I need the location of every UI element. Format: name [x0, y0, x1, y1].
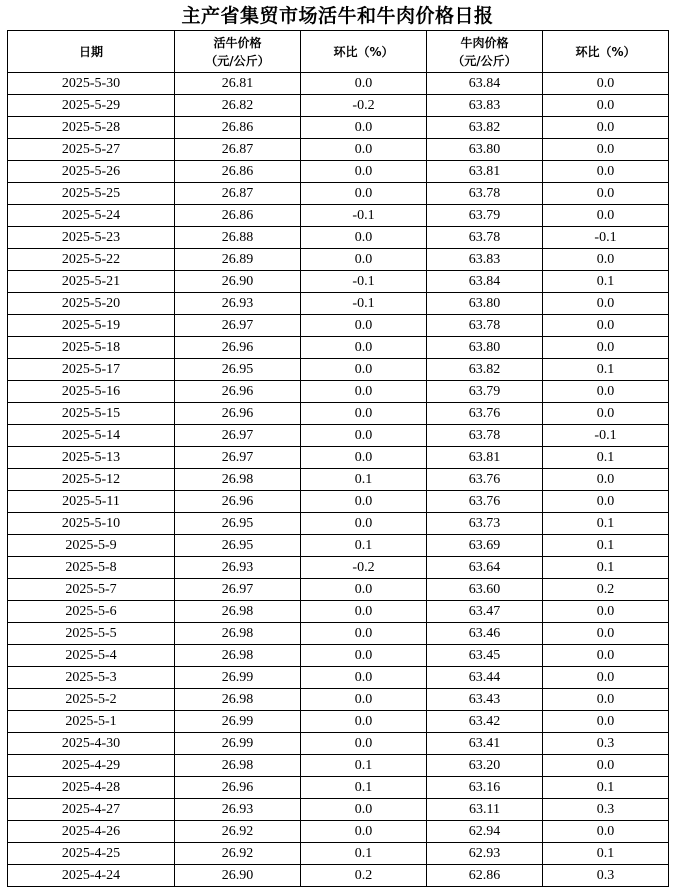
beef-change-cell: 0.0 [543, 117, 669, 139]
table-row [8, 271, 669, 293]
table-row [8, 579, 669, 601]
beef-price-cell: 63.64 [427, 557, 543, 579]
date-cell: 2025-5-15 [8, 403, 175, 425]
cattle-change-cell: 0.0 [301, 337, 427, 359]
cattle-price-cell: 26.97 [175, 315, 301, 337]
beef-price-cell: 63.73 [427, 513, 543, 535]
cattle-change-cell: 0.0 [301, 689, 427, 711]
cattle-price-cell: 26.97 [175, 447, 301, 469]
table-row [8, 799, 669, 821]
table-row [8, 623, 669, 645]
cattle-price-cell: 26.98 [175, 689, 301, 711]
beef-price-cell: 62.93 [427, 843, 543, 865]
table-row [8, 249, 669, 271]
cattle-change-cell: 0.0 [301, 733, 427, 755]
beef-change-cell: 0.0 [543, 711, 669, 733]
table-row [8, 513, 669, 535]
cattle-change-cell: 0.0 [301, 227, 427, 249]
beef-change-cell: 0.0 [543, 755, 669, 777]
cattle-price-cell: 26.97 [175, 579, 301, 601]
cattle-price-cell: 26.89 [175, 249, 301, 271]
cattle-change-cell: 0.2 [301, 865, 427, 887]
table-row [8, 315, 669, 337]
beef-change-cell: 0.0 [543, 183, 669, 205]
beef-change-cell: 0.1 [543, 359, 669, 381]
cattle-change-cell: 0.0 [301, 73, 427, 95]
beef-change-cell: 0.0 [543, 469, 669, 491]
date-cell: 2025-5-30 [8, 73, 175, 95]
cattle-change-cell: 0.0 [301, 601, 427, 623]
table-row [8, 843, 669, 865]
beef-change-cell: 0.0 [543, 381, 669, 403]
cattle-price-cell: 26.87 [175, 139, 301, 161]
cattle-change-cell: 0.0 [301, 799, 427, 821]
table-row [8, 205, 669, 227]
beef-price-cell: 62.94 [427, 821, 543, 843]
beef-change-cell: 0.0 [543, 95, 669, 117]
beef-change-cell: 0.1 [543, 513, 669, 535]
cattle-price-cell: 26.81 [175, 73, 301, 95]
cattle-change-cell: -0.1 [301, 293, 427, 315]
table-row [8, 403, 669, 425]
cattle-change-cell: 0.0 [301, 645, 427, 667]
beef-change-cell: 0.3 [543, 799, 669, 821]
date-cell: 2025-5-19 [8, 315, 175, 337]
table-row [8, 645, 669, 667]
date-cell: 2025-4-24 [8, 865, 175, 887]
date-cell: 2025-4-26 [8, 821, 175, 843]
beef-price-cell: 63.16 [427, 777, 543, 799]
table-row [8, 821, 669, 843]
date-cell: 2025-5-5 [8, 623, 175, 645]
beef-change-cell: 0.0 [543, 293, 669, 315]
header-cattle-change-label: 环比（%） [333, 44, 394, 59]
cattle-change-cell: -0.2 [301, 557, 427, 579]
beef-change-cell: 0.0 [543, 821, 669, 843]
date-cell: 2025-5-20 [8, 293, 175, 315]
date-cell: 2025-5-21 [8, 271, 175, 293]
beef-price-cell: 63.78 [427, 315, 543, 337]
cattle-change-cell: 0.0 [301, 667, 427, 689]
table-row [8, 359, 669, 381]
beef-change-cell: 0.3 [543, 865, 669, 887]
cattle-change-cell: -0.1 [301, 271, 427, 293]
cattle-price-cell: 26.92 [175, 821, 301, 843]
table-row [8, 139, 669, 161]
beef-price-cell: 63.42 [427, 711, 543, 733]
beef-price-cell: 63.79 [427, 205, 543, 227]
date-cell: 2025-5-17 [8, 359, 175, 381]
beef-price-cell: 63.81 [427, 161, 543, 183]
table-row [8, 535, 669, 557]
beef-change-cell: 0.0 [543, 205, 669, 227]
beef-price-cell: 63.76 [427, 491, 543, 513]
cattle-price-cell: 26.96 [175, 777, 301, 799]
date-cell: 2025-5-4 [8, 645, 175, 667]
beef-change-cell: 0.0 [543, 73, 669, 95]
table-row [8, 711, 669, 733]
cattle-price-cell: 26.86 [175, 161, 301, 183]
beef-change-cell: 0.0 [543, 601, 669, 623]
beef-price-cell: 63.78 [427, 227, 543, 249]
beef-change-cell: 0.0 [543, 491, 669, 513]
table-row [8, 777, 669, 799]
date-cell: 2025-5-11 [8, 491, 175, 513]
table-row [8, 557, 669, 579]
date-cell: 2025-5-3 [8, 667, 175, 689]
beef-price-cell: 63.76 [427, 403, 543, 425]
header-beef-change [543, 31, 669, 73]
beef-price-cell: 63.41 [427, 733, 543, 755]
beef-price-cell: 63.82 [427, 359, 543, 381]
date-cell: 2025-5-7 [8, 579, 175, 601]
cattle-change-cell: 0.0 [301, 447, 427, 469]
date-cell: 2025-4-30 [8, 733, 175, 755]
table-row [8, 337, 669, 359]
beef-price-cell: 63.44 [427, 667, 543, 689]
table-row [8, 733, 669, 755]
cattle-price-cell: 26.86 [175, 117, 301, 139]
beef-change-cell: -0.1 [543, 425, 669, 447]
beef-price-cell: 63.43 [427, 689, 543, 711]
beef-change-cell: 0.0 [543, 139, 669, 161]
cattle-price-cell: 26.98 [175, 755, 301, 777]
date-cell: 2025-5-12 [8, 469, 175, 491]
cattle-change-cell: 0.0 [301, 117, 427, 139]
header-cattle-price-unit: （元/公斤） [205, 53, 270, 68]
cattle-change-cell: 0.0 [301, 513, 427, 535]
cattle-price-cell: 26.92 [175, 843, 301, 865]
beef-price-cell: 63.60 [427, 579, 543, 601]
cattle-change-cell: 0.0 [301, 821, 427, 843]
table-row [8, 161, 669, 183]
date-cell: 2025-5-9 [8, 535, 175, 557]
cattle-price-cell: 26.90 [175, 271, 301, 293]
cattle-price-cell: 26.96 [175, 337, 301, 359]
cattle-price-cell: 26.86 [175, 205, 301, 227]
cattle-price-cell: 26.97 [175, 425, 301, 447]
beef-change-cell: -0.1 [543, 227, 669, 249]
beef-price-cell: 63.11 [427, 799, 543, 821]
date-cell: 2025-5-23 [8, 227, 175, 249]
beef-change-cell: 0.0 [543, 645, 669, 667]
table-row [8, 73, 669, 95]
cattle-change-cell: -0.2 [301, 95, 427, 117]
cattle-change-cell: 0.0 [301, 425, 427, 447]
date-cell: 2025-5-27 [8, 139, 175, 161]
cattle-change-cell: 0.0 [301, 161, 427, 183]
date-cell: 2025-5-28 [8, 117, 175, 139]
cattle-change-cell: 0.0 [301, 579, 427, 601]
price-table [7, 30, 669, 887]
beef-price-cell: 63.80 [427, 337, 543, 359]
table-row [8, 447, 669, 469]
beef-price-cell: 63.80 [427, 293, 543, 315]
cattle-price-cell: 26.87 [175, 183, 301, 205]
beef-change-cell: 0.0 [543, 161, 669, 183]
header-cattle-price-label: 活牛价格 [213, 35, 262, 50]
beef-change-cell: 0.0 [543, 337, 669, 359]
table-row [8, 755, 669, 777]
cattle-price-cell: 26.96 [175, 381, 301, 403]
beef-price-cell: 63.83 [427, 249, 543, 271]
beef-change-cell: 0.1 [543, 557, 669, 579]
table-row [8, 227, 669, 249]
beef-change-cell: 0.1 [543, 447, 669, 469]
beef-price-cell: 63.76 [427, 469, 543, 491]
header-beef-price-label: 牛肉价格 [460, 35, 509, 50]
cattle-price-cell: 26.95 [175, 513, 301, 535]
date-cell: 2025-5-29 [8, 95, 175, 117]
cattle-price-cell: 26.99 [175, 667, 301, 689]
beef-change-cell: 0.0 [543, 623, 669, 645]
beef-price-cell: 63.83 [427, 95, 543, 117]
table-row [8, 381, 669, 403]
beef-change-cell: 0.0 [543, 315, 669, 337]
header-cattle-change [301, 31, 427, 73]
table-row [8, 601, 669, 623]
beef-price-cell: 63.84 [427, 73, 543, 95]
date-cell: 2025-5-25 [8, 183, 175, 205]
cattle-price-cell: 26.90 [175, 865, 301, 887]
beef-price-cell: 62.86 [427, 865, 543, 887]
cattle-price-cell: 26.88 [175, 227, 301, 249]
beef-price-cell: 63.82 [427, 117, 543, 139]
cattle-price-cell: 26.99 [175, 711, 301, 733]
cattle-change-cell: 0.1 [301, 535, 427, 557]
cattle-change-cell: 0.0 [301, 711, 427, 733]
date-cell: 2025-4-29 [8, 755, 175, 777]
date-cell: 2025-5-1 [8, 711, 175, 733]
beef-price-cell: 63.20 [427, 755, 543, 777]
beef-price-cell: 63.84 [427, 271, 543, 293]
date-cell: 2025-5-22 [8, 249, 175, 271]
cattle-price-cell: 26.99 [175, 733, 301, 755]
cattle-change-cell: 0.0 [301, 623, 427, 645]
cattle-change-cell: 0.1 [301, 755, 427, 777]
cattle-change-cell: 0.0 [301, 139, 427, 161]
beef-change-cell: 0.0 [543, 403, 669, 425]
cattle-change-cell: 0.1 [301, 469, 427, 491]
date-cell: 2025-5-16 [8, 381, 175, 403]
cattle-price-cell: 26.95 [175, 359, 301, 381]
beef-change-cell: 0.0 [543, 667, 669, 689]
date-cell: 2025-5-14 [8, 425, 175, 447]
date-cell: 2025-5-18 [8, 337, 175, 359]
date-cell: 2025-5-6 [8, 601, 175, 623]
cattle-change-cell: 0.0 [301, 183, 427, 205]
header-date-label: 日期 [78, 44, 103, 59]
beef-price-cell: 63.78 [427, 425, 543, 447]
cattle-change-cell: 0.0 [301, 315, 427, 337]
cattle-price-cell: 26.93 [175, 557, 301, 579]
date-cell: 2025-5-24 [8, 205, 175, 227]
table-row [8, 293, 669, 315]
cattle-change-cell: 0.0 [301, 381, 427, 403]
table-row [8, 183, 669, 205]
cattle-price-cell: 26.98 [175, 469, 301, 491]
table-row [8, 95, 669, 117]
header-beef-price-unit: （元/公斤） [452, 53, 517, 68]
cattle-change-cell: 0.1 [301, 843, 427, 865]
header-date [8, 31, 175, 73]
table-header-row [8, 31, 669, 73]
table-row [8, 865, 669, 887]
beef-price-cell: 63.47 [427, 601, 543, 623]
cattle-price-cell: 26.93 [175, 799, 301, 821]
beef-change-cell: 0.1 [543, 271, 669, 293]
date-cell: 2025-5-26 [8, 161, 175, 183]
cattle-price-cell: 26.95 [175, 535, 301, 557]
beef-change-cell: 0.2 [543, 579, 669, 601]
beef-change-cell: 0.1 [543, 843, 669, 865]
beef-price-cell: 63.80 [427, 139, 543, 161]
date-cell: 2025-5-8 [8, 557, 175, 579]
cattle-change-cell: 0.0 [301, 359, 427, 381]
date-cell: 2025-5-2 [8, 689, 175, 711]
beef-price-cell: 63.46 [427, 623, 543, 645]
cattle-change-cell: 0.1 [301, 777, 427, 799]
table-row [8, 117, 669, 139]
beef-price-cell: 63.78 [427, 183, 543, 205]
date-cell: 2025-5-13 [8, 447, 175, 469]
table-row [8, 667, 669, 689]
beef-price-cell: 63.45 [427, 645, 543, 667]
header-cattle-price [175, 31, 301, 73]
cattle-change-cell: 0.0 [301, 491, 427, 513]
table-body [8, 73, 669, 887]
date-cell: 2025-4-25 [8, 843, 175, 865]
beef-price-cell: 63.79 [427, 381, 543, 403]
date-cell: 2025-5-10 [8, 513, 175, 535]
beef-price-cell: 63.69 [427, 535, 543, 557]
beef-change-cell: 0.3 [543, 733, 669, 755]
cattle-change-cell: 0.0 [301, 249, 427, 271]
cattle-price-cell: 26.98 [175, 645, 301, 667]
cattle-price-cell: 26.96 [175, 403, 301, 425]
cattle-change-cell: -0.1 [301, 205, 427, 227]
table-row [8, 469, 669, 491]
cattle-price-cell: 26.82 [175, 95, 301, 117]
beef-change-cell: 0.1 [543, 535, 669, 557]
cattle-price-cell: 26.98 [175, 623, 301, 645]
cattle-price-cell: 26.96 [175, 491, 301, 513]
date-cell: 2025-4-28 [8, 777, 175, 799]
cattle-price-cell: 26.98 [175, 601, 301, 623]
header-beef-price [427, 31, 543, 73]
beef-change-cell: 0.0 [543, 689, 669, 711]
beef-change-cell: 0.0 [543, 249, 669, 271]
table-row [8, 689, 669, 711]
table-row [8, 491, 669, 513]
header-beef-change-label: 环比（%） [575, 44, 636, 59]
beef-price-cell: 63.81 [427, 447, 543, 469]
cattle-change-cell: 0.0 [301, 403, 427, 425]
cattle-price-cell: 26.93 [175, 293, 301, 315]
table-row [8, 425, 669, 447]
beef-change-cell: 0.1 [543, 777, 669, 799]
page-title: 主产省集贸市场活牛和牛肉价格日报 [181, 5, 494, 27]
date-cell: 2025-4-27 [8, 799, 175, 821]
